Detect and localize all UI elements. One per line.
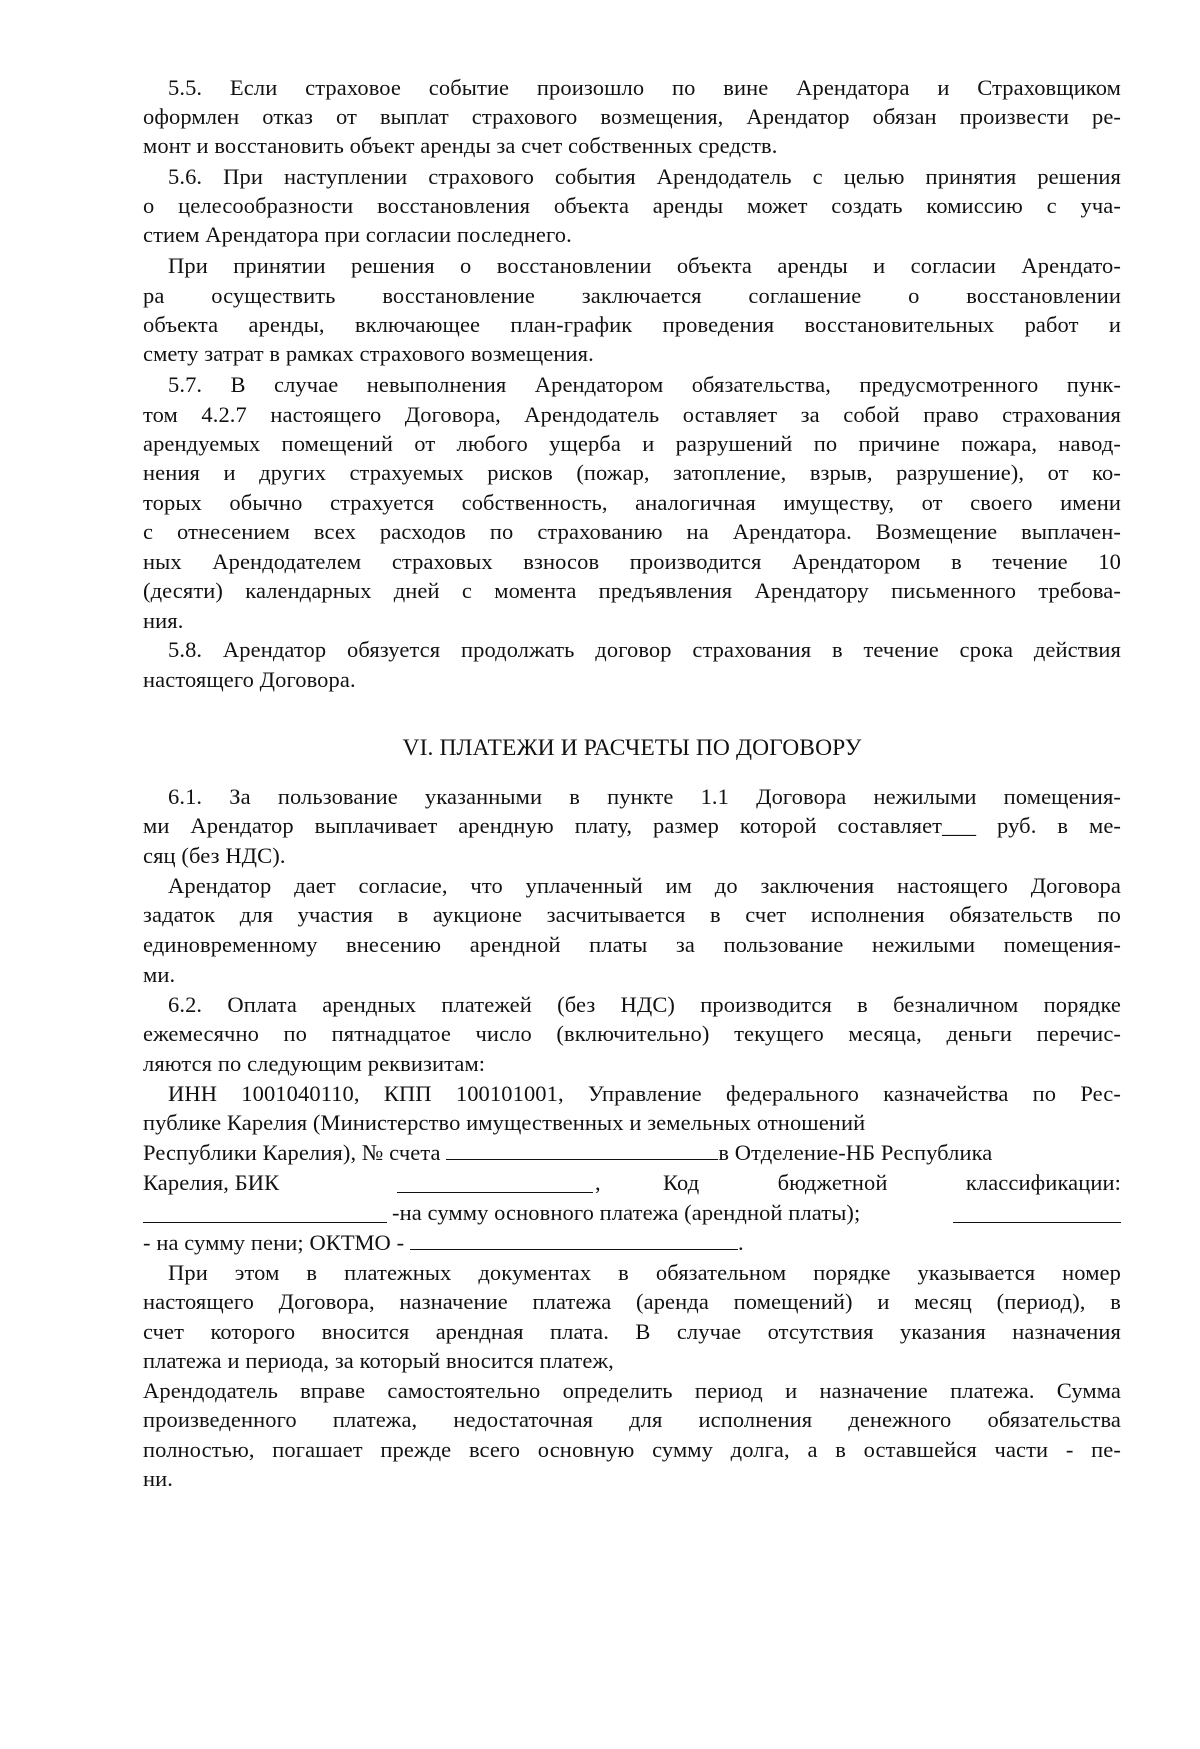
kbk-line	[143, 1198, 1121, 1227]
paragraph-line: (десяти) календарных дней с момента предъявления Арендатору письменного требова-	[143, 578, 1121, 603]
paragraph-line: настоящего Договора, назначение платежа (аренда помещений) и месяц (период), в	[143, 1289, 1121, 1314]
account-number-blank	[446, 1138, 718, 1160]
kbk-main-label: -на сумму основного платежа (арендной платы);	[392, 1200, 861, 1225]
paragraph-line: счет которого вносится арендная плата. В случае отсутствия указания назначения	[143, 1319, 1121, 1344]
oktmo-line	[143, 1228, 1121, 1257]
paragraph-line: сяц (без НДС).	[143, 843, 286, 868]
paragraph-line: арендуемых помещений от любого ущерба и разрушений по причине пожара, навод-	[143, 431, 1121, 456]
oktmo-blank	[410, 1228, 738, 1250]
paragraph-line: оформлен отказ от выплат страхового возмещения, Арендатор обязан произвести ре-	[143, 104, 1121, 129]
section-heading: VI. ПЛАТЕЖИ И РАСЧЕТЫ ПО ДОГОВОРУ	[402, 735, 862, 761]
paragraph-line: стием Арендатора при согласии последнего.	[143, 222, 572, 247]
paragraph-line: ных Арендодателем страховых взносов производится Арендатором в течение 10	[143, 549, 1121, 574]
paragraph-line: торых обычно страхуется собственность, аналогичная имуществу, от своего имени	[143, 490, 1121, 515]
bik-comma: ,	[595, 1170, 601, 1195]
paragraph-line: о целесообразности восстановления объекта аренды может создать комиссию с уча-	[143, 193, 1121, 218]
paragraph-line: объекта аренды, включающее план-график проведения восстановительных работ и	[143, 312, 1121, 337]
paragraph-line: 6.2. Оплата арендных платежей (без НДС) производится в безналичном порядке	[168, 992, 1121, 1017]
paragraph-line: ми.	[143, 962, 176, 987]
account-line	[143, 1138, 1121, 1167]
paragraph-line: единовременному внесению арендной платы за пользование нежилыми помещения-	[143, 932, 1121, 957]
paragraph-line: ИНН 1001040110, КПП 100101001, Управление федерального казначейства по Рес-	[168, 1081, 1121, 1106]
paragraph-line: Арендодатель вправе самостоятельно определить период и назначение платежа. Сумма	[143, 1378, 1121, 1403]
paragraph-line: 5.5. Если страховое событие произошло по вине Арендатора и Страховщиком	[168, 75, 1121, 100]
paragraph-line: При принятии решения о восстановлении объекта аренды и согласии Арендато-	[168, 253, 1121, 278]
paragraph-line: ни.	[143, 1466, 174, 1491]
bik-label: Карелия, БИК	[143, 1170, 280, 1195]
paragraph-line: публике Карелия (Министерство имущественных и земельных отношений	[143, 1110, 866, 1135]
paragraph-line: ра осуществить восстановление заключается соглашение о восстановлении	[143, 283, 1121, 308]
paragraph-line: При этом в платежных документах в обязательном порядке указывается номер	[168, 1260, 1121, 1285]
bik-blank	[397, 1171, 593, 1193]
paragraph-line: том 4.2.7 настоящего Договора, Арендодатель оставляет за собой право страхования	[143, 402, 1121, 427]
oktmo-label: - на сумму пени; ОКТМО -	[143, 1230, 405, 1255]
paragraph-line: задаток для участия в аукционе засчитывается в счет исполнения обязательств по	[143, 902, 1121, 927]
paragraph-line: полностью, погашает прежде всего основную сумму долга, а в оставшейся части - пе-	[143, 1437, 1121, 1462]
oktmo-end: .	[737, 1230, 744, 1255]
paragraph-line: смету затрат в рамках страхового возмещения.	[143, 341, 594, 366]
kbk-label: Код бюджетной классификации:	[663, 1170, 1121, 1195]
kbk-main-blank	[143, 1201, 387, 1223]
paragraph-line: настоящего Договора.	[143, 667, 356, 692]
paragraph-line: платежа и периода, за который вносится платеж,	[143, 1348, 614, 1373]
paragraph-line: 6.1. За пользование указанными в пункте 1.1 Договора нежилыми помещения-	[168, 784, 1121, 809]
paragraph-line: произведенного платежа, недостаточная для исполнения денежного обязательства	[143, 1407, 1121, 1432]
paragraph-line: нения и других страхуемых рисков (пожар, затопление, взрыв, разрушение), от ко-	[143, 460, 1121, 485]
kbk-penalty-blank	[953, 1201, 1121, 1223]
paragraph-line: ния.	[143, 608, 184, 633]
bik-line	[143, 1168, 1121, 1197]
paragraph-line: 5.6. При наступлении страхового события Арендодатель с целью принятия решения	[168, 164, 1121, 189]
paragraph-line: Арендатор дает согласие, что уплаченный им до заключения настоящего Договора	[168, 873, 1121, 898]
account-label: Республики Карелия), № счета	[143, 1140, 441, 1165]
paragraph-line: ежемесячно по пятнадцатое число (включительно) текущего месяца, деньги перечис-	[143, 1021, 1121, 1046]
bank-label: в Отделение-НБ Республика	[718, 1140, 993, 1165]
paragraph-line: с отнесением всех расходов по страхованию на Арендатора. Возмещение выплачен-	[143, 519, 1121, 544]
paragraph-line: монт и восстановить объект аренды за счет собственных средств.	[143, 133, 778, 158]
paragraph-line: 5.8. Арендатор обязуется продолжать договор страхования в течение срока действия	[168, 637, 1121, 662]
paragraph-line: ми Арендатор выплачивает арендную плату, размер которой составляет___ руб. в ме-	[143, 813, 1121, 838]
paragraph-line: ляются по следующим реквизитам:	[143, 1051, 486, 1076]
paragraph-line: 5.7. В случае невыполнения Арендатором обязательства, предусмотренного пунк-	[168, 372, 1121, 397]
